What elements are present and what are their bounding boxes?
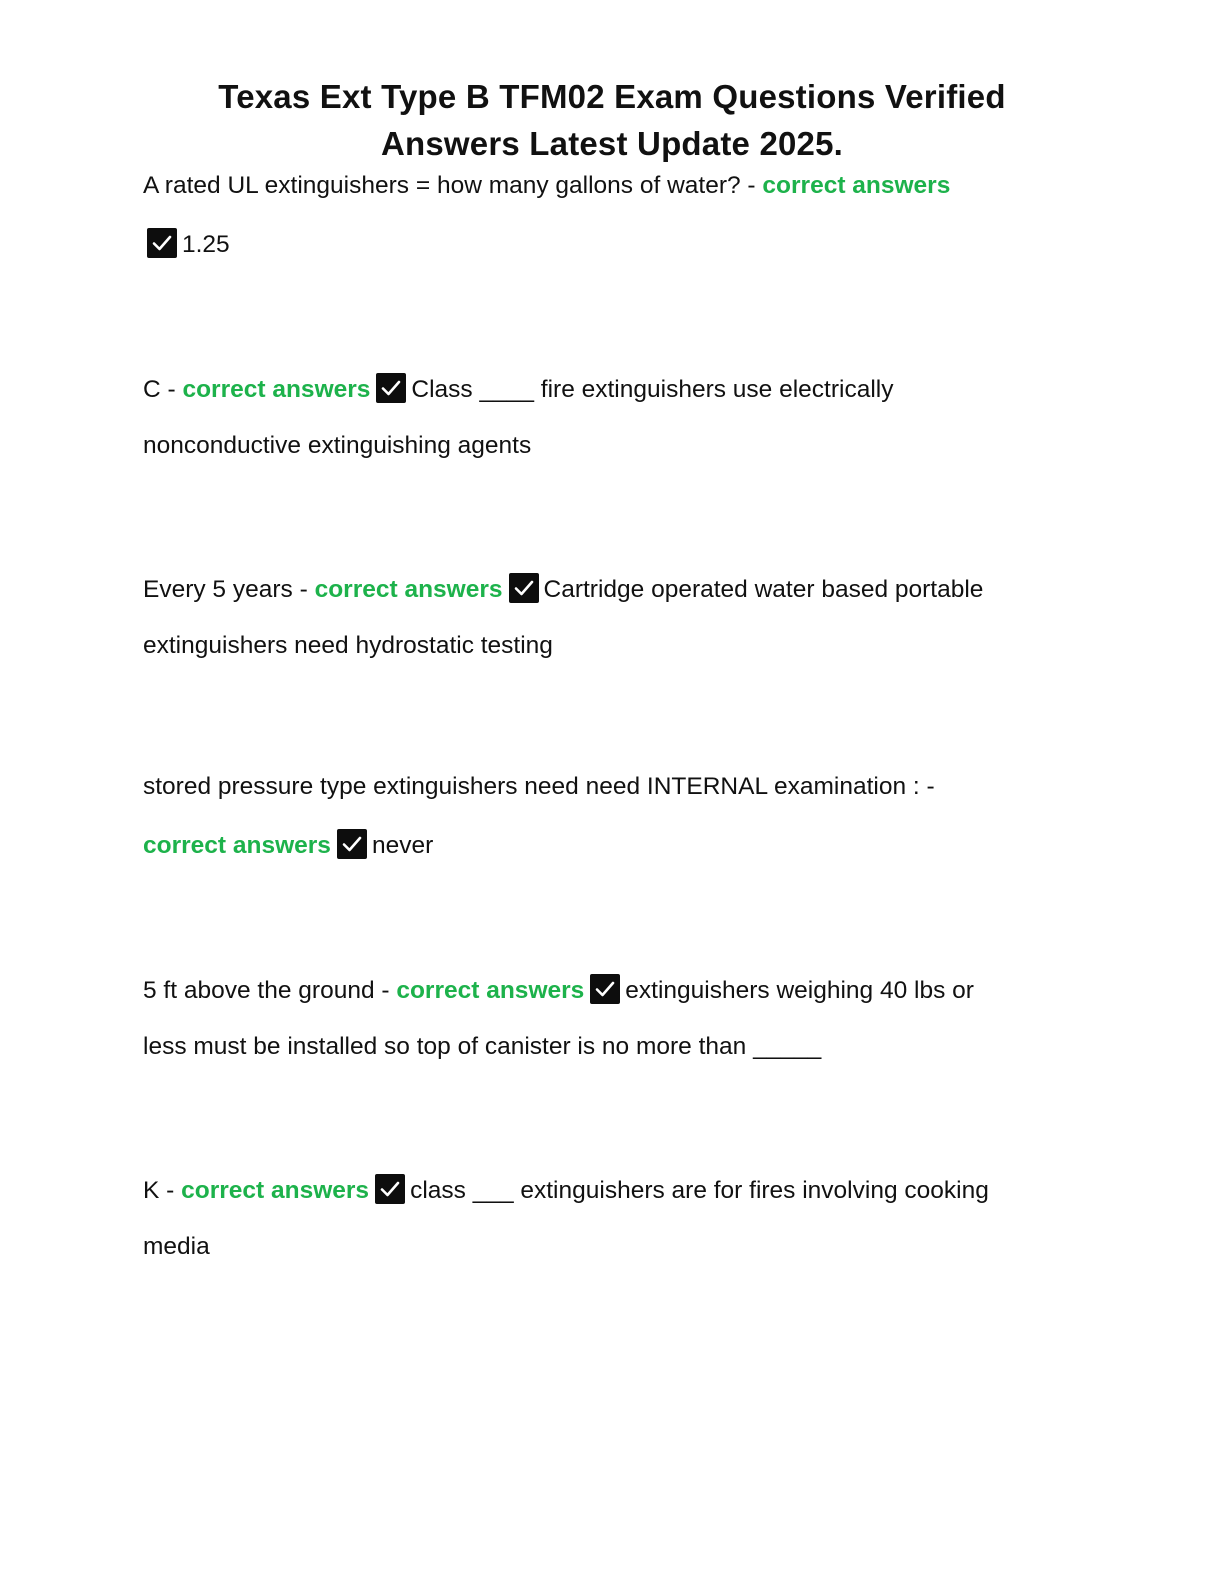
question-2-line-1 (143, 372, 1083, 408)
question-1-line-2 (143, 227, 1083, 263)
answer-text: C - (143, 376, 183, 403)
question-text: nonconductive extinguishing agents (143, 432, 532, 459)
document-title-line-1: Texas Ext Type B TFM02 Exam Questions Verified (218, 78, 1006, 115)
question-6-line-2 (143, 1229, 1083, 1265)
question-4-line-1 (143, 769, 1083, 805)
question-text: Cartridge operated water based portable (543, 576, 984, 603)
answer-text: 1.25 (182, 231, 230, 258)
correct-answers-label: correct answers (182, 376, 371, 403)
correct-answers-label: correct answers (762, 172, 951, 199)
question-4-line-2 (143, 828, 1083, 864)
question-2-line-2 (143, 428, 1083, 464)
checkmark-icon (509, 573, 539, 603)
answer-text: 5 ft above the ground - (143, 977, 397, 1004)
correct-answers-label: correct answers (314, 576, 503, 603)
question-6-line-1 (143, 1173, 1083, 1209)
question-text: class ___ extinguishers are for fires involving cooking (410, 1177, 989, 1204)
answer-text: K - (143, 1177, 182, 1204)
question-3-line-1 (143, 572, 1083, 608)
question-text: A rated UL extinguishers = how many gallons of water? - (143, 172, 763, 199)
correct-answers-label: correct answers (143, 832, 331, 859)
correct-answers-label: correct answers (181, 1177, 370, 1204)
question-3-line-2 (143, 628, 1083, 664)
answer-text: Every 5 years - (143, 576, 315, 603)
answer-text: never (371, 832, 434, 859)
question-5-line-2 (143, 1029, 1083, 1065)
question-1-line-1 (143, 168, 1083, 204)
checkmark-icon (147, 228, 177, 258)
question-text: Class ____ fire extinguishers use electrically (411, 376, 894, 403)
question-text: less must be installed so top of canister is no more than _____ (143, 1033, 822, 1060)
checkmark-icon (375, 1174, 405, 1204)
checkmark-icon (376, 373, 406, 403)
checkmark-icon (337, 829, 367, 859)
question-text: stored pressure type extinguishers need need INTERNAL examination : - (143, 773, 935, 800)
question-5-line-1 (143, 973, 1083, 1009)
correct-answers-label: correct answers (396, 977, 585, 1004)
checkmark-icon (590, 974, 620, 1004)
question-text: media (143, 1233, 210, 1260)
document-title-line-2: Answers Latest Update 2025. (380, 125, 844, 162)
question-text: extinguishers need hydrostatic testing (143, 632, 553, 659)
question-text: extinguishers weighing 40 lbs or (625, 977, 974, 1004)
